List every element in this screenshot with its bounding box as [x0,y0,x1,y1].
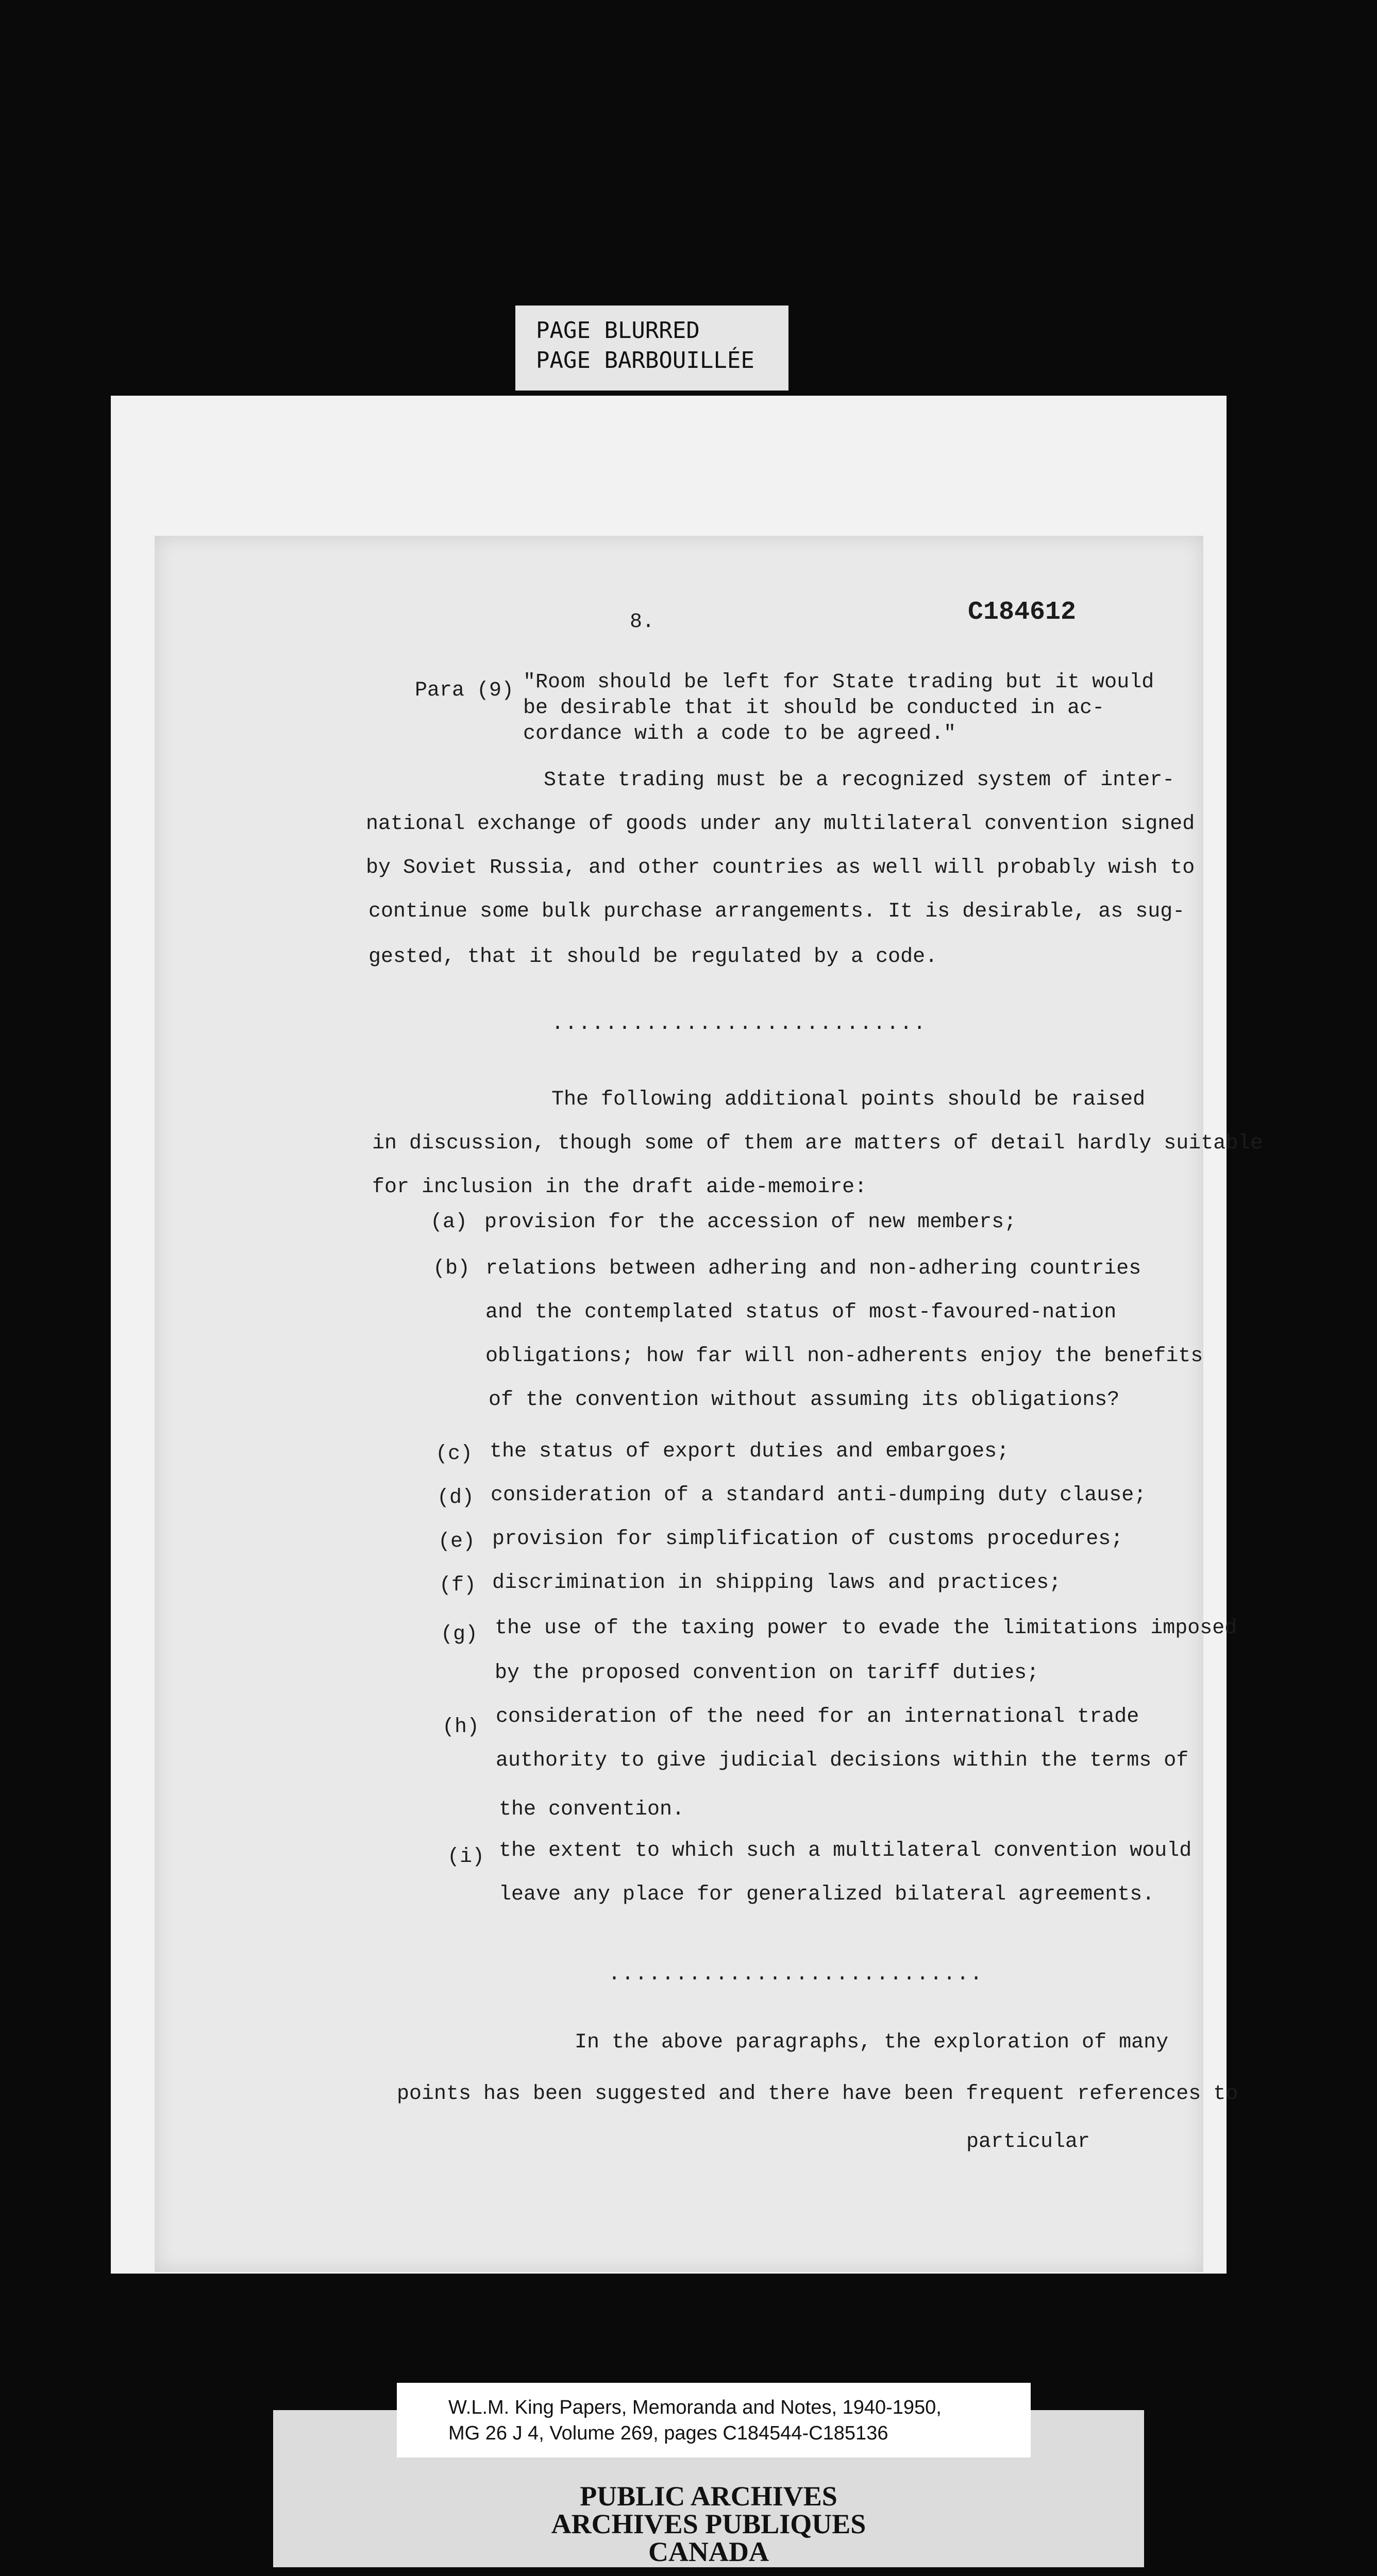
item-letter: (b) [433,1257,471,1280]
page-code: C184612 [968,598,1077,627]
paragraph-line: in discussion, though some of them are matters of detail hardly suitable [372,1132,1263,1155]
page-blurred-label [515,306,788,391]
item-letter: (g) [441,1623,478,1646]
item-letter: (e) [438,1530,476,1553]
item-text: leave any place for generalized bilateral agreements. [499,1883,1155,1906]
item-letter: (i) [447,1845,485,1869]
item-text: by the proposed convention on tariff duties; [495,1662,1039,1685]
item-letter: (f) [439,1574,477,1597]
item-text: the use of the taxing power to evade the limitations imposed [495,1617,1237,1640]
reference-text [448,2395,942,2446]
item-text: the convention. [499,1798,685,1821]
archives-line: PUBLIC ARCHIVES [580,2481,837,2512]
item-text: provision for simplification of customs procedures; [492,1528,1123,1551]
quote-line: be desirable that it should be conducted in ac- [523,697,1105,720]
separator: ............................ [551,1012,927,1036]
item-text: the status of export duties and embargoes; [490,1440,1010,1463]
item-text: and the contemplated status of most-favoured-nation [485,1301,1117,1324]
paragraph-line: points has been suggested and there have been frequent references to [397,2082,1238,2106]
paragraph-line: national exchange of goods under any multilateral convention signed [366,812,1195,836]
paragraph-line: In the above paragraphs, the exploration of many [575,2031,1169,2054]
item-text: provision for the accession of new members; [484,1211,1017,1234]
reference-line: MG 26 J 4, Volume 269, pages C184544-C185136 [448,2422,888,2444]
item-text: the extent to which such a multilateral convention would [499,1839,1192,1862]
item-letter: (a) [430,1211,468,1234]
paragraph-line: gested, that it should be regulated by a code. [368,945,938,969]
item-text: relations between adhering and non-adhering countries [485,1257,1141,1280]
quote-line: "Room should be left for State trading but it would [523,671,1154,694]
item-text: authority to give judicial decisions within the terms of [496,1749,1189,1772]
paragraph-line: continue some bulk purchase arrangements. It is desirable, as sug- [368,900,1185,923]
public-archives-stamp [273,2482,1144,2566]
archives-line: CANADA [648,2536,769,2567]
item-text: of the convention without assuming its obligations? [489,1388,1120,1412]
reference-line: W.L.M. King Papers, Memoranda and Notes, 1940-1950, [448,2397,942,2418]
paragraph-line: by Soviet Russia, and other countries as well will probably wish to [366,856,1195,879]
para-label: Para (9) [415,679,514,702]
item-letter: (h) [442,1716,480,1739]
archives-line: ARCHIVES PUBLIQUES [551,2509,866,2539]
catchword: particular [966,2130,1090,2154]
item-letter: (d) [437,1486,475,1510]
page-blurred-label-line: PAGE BARBOUILLÉE [536,347,754,374]
item-letter: (c) [435,1443,473,1466]
page-blurred-label-line: PAGE BLURRED [536,317,700,344]
item-text: consideration of a standard anti-dumping duty clause; [491,1484,1147,1507]
item-text: obligations; how far will non-adherents enjoy the benefits [485,1345,1203,1368]
paragraph-line: The following additional points should be raised [551,1088,1146,1111]
paragraph-line: State trading must be a recognized system of inter- [544,769,1175,792]
item-text: discrimination in shipping laws and practices; [492,1571,1062,1595]
quote-line: cordance with a code to be agreed." [523,722,956,745]
page-number: 8. [630,611,655,634]
separator: ............................ [608,1963,984,1986]
quoted-paragraph [523,670,1154,747]
item-text: consideration of the need for an international trade [496,1705,1139,1728]
paragraph-line: for inclusion in the draft aide-memoire: [372,1176,867,1199]
